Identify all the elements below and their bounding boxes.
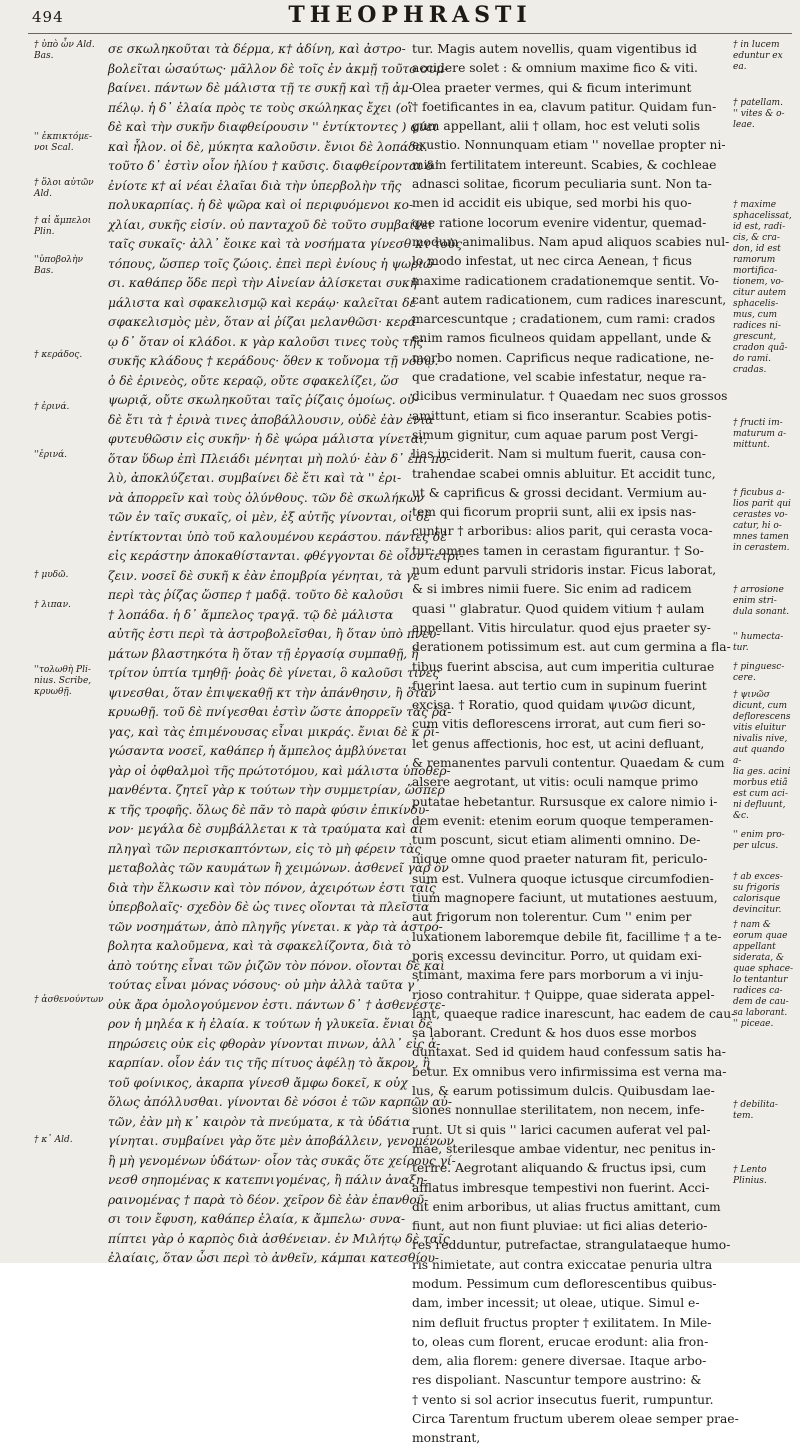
latin-text-line: mae, sterilesque ambae videntur, nec penitus in-: [412, 1141, 716, 1156]
latin-text-line: terire. Aegrotant aliquando & fructus ipsi, cum: [412, 1161, 707, 1176]
greek-text-line: τοῦτο δ᾿ ἐστὶν οἷον ἡλίου † καῦσις. διαφθείρονται δ᾿: [108, 159, 440, 173]
greek-text-line: ρον ἡ μηλέα κ ἡ ἐλαία. κ τούτων ἡ γλυκεῖα. ἔνιαι δὲ: [108, 1017, 433, 1031]
greek-text-line: διὰ τὴν ἕλκωσιν καὶ τὸν πόνον, ἀχειρότων ἐστι ταῖς: [108, 880, 436, 895]
latin-text-line: tium magnopere faciunt, ut mutationes aestuum,: [412, 891, 718, 906]
left-margin-note: '' ἐκπικτόμε- νοι Scal.: [34, 132, 93, 153]
right-margin-notes: [733, 40, 795, 1240]
greek-text-line: ζειν. νοσεῖ δὲ συκῆ κ ἐὰν ἐπομβρία γένηται, τὰ γε: [108, 568, 420, 583]
latin-text-column: [412, 40, 739, 1446]
latin-text-line: lant, quaeque radice inarescunt, hac eadem de cau-: [412, 1006, 736, 1021]
latin-text-line: derationem potissimum est. aut cum germina a fla-: [412, 640, 731, 655]
latin-text-line: exustio. Nonnunquam etiam '' novellae propter ni-: [412, 138, 726, 153]
right-margin-note: † Lento Plinius.: [733, 1165, 767, 1186]
greek-text-line: καὶ ἧλον. οἱ δὲ, μύκητα καλοῦσιν. ἔνιοι δὲ λοπάδα.: [108, 139, 428, 154]
greek-text-line: πηρώσεις οὐκ εἰς φθορὰν γίνονται πινων, ἀλλ᾿ εἰς ἀ-: [108, 1036, 441, 1051]
latin-text-line: ris nimietate, aut contra exiccatae penuria ultra: [412, 1257, 713, 1272]
greek-text-line: σφακελισμὸς μὲν, ὅταν αἱ ῥίζαι μελανθῶσι· κερά-: [108, 315, 420, 329]
latin-text-line: cum vitis deflorescens irrorat, aut cum fieri so-: [412, 717, 706, 732]
latin-text-line: betur. Ex omnibus vero infirmissima est verna ma-: [412, 1064, 727, 1079]
greek-text-line: χλίαι, συκῆς εἰσίν. οὐ πανταχοῦ δὲ τοῦτο συμβαίνει: [108, 217, 433, 232]
greek-text-line: τῶν ἐν ταῖς συκαῖς, οἱ μὲν, ἐξ αὐτῆς γίνονται, οἱ δὲ: [108, 510, 431, 524]
greek-text-line: ἐνίοτε κ† αἱ νέαι ἐλαῖαι διὰ τὴν ὑπερβολὴν τῆς: [108, 178, 402, 193]
latin-text-line: † foetificantes in ea, clavum patitur. Quidam fun-: [412, 99, 717, 114]
latin-text-line: sa laborant. Credunt & hos duos esse morbos: [412, 1026, 697, 1041]
greek-text-line: ραινομένας † παρὰ τὸ δέον. χεῖρον δὲ ἐὰν ἐπανθοῦ-: [108, 1192, 429, 1207]
greek-text-line: περὶ τὰς ῥίζας ὥσπερ † μαδᾷ. τοῦτο δὲ καλοῦσι: [108, 588, 404, 602]
greek-text-line: τῶν, ἐὰν μὴ κ᾿ καιρὸν τὰ πνεύματα, κ τὰ ὑδάτια: [108, 1114, 411, 1129]
right-margin-note: † maxime sphacelissat, id est, radi- cis, & cra- don, id est ramorum mortifica- tionem, vo- citur autem sphacelis- mus, cum radices ni- grescunt, cradon quã- do rami. cradas.: [733, 200, 792, 375]
latin-text-line: aut frigorum non tolerentur. Cum '' enim per: [412, 910, 692, 925]
latin-text-line: cant autem radicationem, cum radices inarescunt,: [412, 292, 727, 307]
greek-text-line: οὐκ ἄρα ὁμολογούμενον ἐστι. πάντων δ᾿ † ἀσθενέστε-: [108, 997, 446, 1012]
latin-text-line: ut & caprificus & grossi decidant. Vermium au-: [412, 485, 707, 500]
greek-text-line: νὰ ἀπορρεῖν καὶ τοὺς ὀλύνθους. τῶν δὲ σκωλήκων: [108, 490, 424, 505]
latin-text-line: tem qui ficorum proprii sunt, alii ex ipsis nas-: [412, 505, 697, 520]
latin-text-line: dicibus verminulatur. † Quaedam nec suos grossos: [412, 389, 728, 404]
right-margin-note: '' humecta- tur.: [733, 632, 784, 653]
latin-text-line: dam, imber incessit; ut oleae, utique. Simul e-: [412, 1296, 700, 1311]
latin-text-line: modum. Pessimum cum deflorescentibus quibus-: [412, 1277, 717, 1291]
left-margin-note: † ἀσθενούντων: [34, 995, 104, 1005]
left-margin-note: † ὅλοι αὐτῶν Ald.: [34, 178, 94, 199]
greek-text-line: πίπτει γὰρ ὁ καρπὸς διὰ ἀσθένειαν. ἐν Μιλήτῳ δὲ ταῖς: [108, 1231, 450, 1246]
greek-text-line: σι. καθάπερ ὅδε περὶ τὴν Αἰνείαν ἁλίσκεται συκῆ: [108, 276, 418, 290]
latin-text-line: modum animalibus. Nam apud aliquos scabies nul-: [412, 234, 730, 249]
right-margin-note: † pinguesc- cere.: [733, 662, 785, 683]
greek-text-line: ὑπερβολαῖς· σχεδὸν δὲ ὡς τινες οἴονται τὰ πλεῖστα: [108, 900, 430, 914]
greek-text-line: ἀπὸ τούτης εἶναι τῶν ῥιζῶν τὸν πόνον. οἴονται δὲ καὶ: [108, 958, 445, 973]
latin-text-line: † vento si sol acrior insecutus fuerit, rumpuntur.: [412, 1392, 714, 1407]
greek-text-line: τόπους, ὥσπερ τοῖς ζώοις. ἐπεὶ περὶ ἐνίους ἡ ψωριῶ-: [108, 256, 438, 271]
latin-text-line: to, oleas cum florent, erucae erodunt: alia fron-: [412, 1334, 709, 1349]
greek-text-line: νον· μεγάλα δὲ συμβάλλεται κ τὰ τραύματα καὶ αἱ: [108, 822, 424, 836]
running-title: THEOPHRASTI: [288, 2, 532, 28]
latin-text-line: dit enim arboribus, ut alias fructus amittant, cum: [412, 1199, 721, 1214]
latin-text-line: siones nonnullae sterilitatem, non necem, infe-: [412, 1103, 705, 1118]
left-margin-note: † αἱ ἄμπελοι Plin.: [34, 216, 92, 237]
latin-text-line: Olea praeter vermes, qui & ficum interimunt: [412, 80, 692, 95]
latin-text-line: appellant. Vitis hirculatur. quod ejus praeter sy-: [412, 620, 711, 635]
greek-text-line: γίνηται. συμβαίνει γὰρ ὅτε μὲν ἀποβάλλειν, γενομένων: [108, 1134, 454, 1148]
latin-text-line: tur: omnes tamen in cerastam figurantur. † So-: [412, 543, 704, 558]
latin-text-line: excisa. † Roratio, quod quidam ψινῶσ dicunt,: [412, 698, 696, 713]
latin-text-line: tum poscunt, sicut etiam alimenti omnino. De-: [412, 833, 701, 848]
latin-text-line: morbo nomen. Caprificus neque radicatione, ne-: [412, 350, 714, 365]
greek-text-line: βολητα καλοῦμενα, καὶ τὰ σφακελίζοντα, διὰ τὸ: [108, 939, 412, 953]
latin-text-line: fiunt, aut non fiunt pluviae: ut fici alias deterio-: [412, 1219, 708, 1234]
page-header: [30, 2, 790, 32]
greek-text-line: ὅταν ὕδωρ ἐπὶ Πλειάδι μένηται μὴ πολύ· ἐὰν δ᾿ ἐπι πο-: [108, 451, 451, 466]
greek-text-line: νεσθ σηπομένας κ κατεπνιγομένας, ἢ πάλιν ἀναξη-: [108, 1173, 428, 1187]
greek-text-line: ῳ δ᾿ ὅταν οἱ κλάδοι. κ γὰρ καλοῦσι τινες τοὺς τῆς: [108, 334, 424, 349]
latin-text-line: tur. Magis autem novellis, quam vigentibus id: [412, 42, 697, 56]
right-margin-note: † ab exces- su frigoris calorisque devincitur.: [733, 872, 783, 915]
latin-text-line: & remanentes parvuli contentur. Quaedam & cum: [412, 755, 725, 770]
latin-text-line: poris excessu devincitur. Porro, ut quidam exi-: [412, 948, 702, 963]
left-margin-note: † ἑρινά.: [34, 402, 70, 412]
greek-text-line: ψωριᾷ, οὔτε σκωληκοῦται ταῖς ῥίζαις ὁμοίως. οὐ-: [108, 393, 419, 407]
greek-text-line: εἰς κεράστην ἀποκαθίστανται. φθέγγονται δὲ οἷον τετρί-: [108, 549, 464, 563]
latin-text-line: enim ramos ficulneos quidam appellant, unde &: [412, 331, 712, 346]
latin-text-line: nique omne quod praeter naturam fit, periculo-: [412, 852, 708, 867]
latin-text-line: let genus affectionis, hoc est, ut acini defluant,: [412, 736, 705, 751]
greek-text-line: δὲ καὶ τὴν συκῆν διαφθείρουσιν '' ἐντίκτοντες ) φύει: [108, 120, 438, 134]
latin-text-line: res dispoliant. Nascuntur tempore austrino: &: [412, 1373, 702, 1388]
greek-text-line: τρίτον ὑπτία τμηθῇ· ῥοὰς δὲ γίνεται, ὃ καλοῦσι τινες: [108, 666, 440, 680]
greek-text-line: βολεῖται ὡσαύτως· μᾶλλον δὲ τοῖς ἐν ἀκμῇ τοῦτο συμ-: [108, 61, 449, 76]
latin-text-line: afflatus imbresque tempestivi non fuerint. Acci-: [412, 1180, 710, 1195]
left-margin-note: † μυδῶ.: [34, 570, 69, 580]
greek-text-line: τούτας εἶναι μόνας νόσους· οὐ μὴν ἀλλὰ ταῦτα γ᾿: [108, 978, 421, 992]
greek-text-line: σε σκωληκοῦται τὰ δέρμα, κ† ἀδίνη, καὶ ἀστρο-: [108, 42, 406, 56]
latin-text-line: que ratione locorum evenire videntur, quemad-: [412, 215, 707, 230]
greek-text-line: γας, καὶ τὰς ἐπιμένουσας εἶναι μικράς. ἔνιαι δὲ κ ῥι-: [108, 724, 440, 739]
right-margin-note: † nam & eorum quae appellant siderata, & quae sphace- lo tentantur radices ca- dem de cau- sa laborant. '' piceae.: [733, 920, 794, 1029]
latin-text-line: fuerint laesa. aut tertio cum in supinum fuerint: [412, 678, 707, 693]
greek-text-line: κρυωθῇ. τοῦ δὲ πνίγεσθαι ἐστὶν ὥστε ἀπορρεῖν τὰς ῥα-: [108, 705, 452, 719]
latin-text-line: res redduntur, putrefactae, strangulataeque humo-: [412, 1238, 731, 1253]
greek-text-line: μάλιστα καὶ σφακελισμῷ καὶ κεράῳ· καλεῖται δὲ: [108, 295, 417, 310]
left-margin-note: † κ᾿ Ald.: [34, 1135, 73, 1145]
greek-text-line: † λοπάδα. ἡ δ᾿ ἄμπελος τραγᾷ. τῷ δὲ μάλιστα: [108, 607, 394, 622]
left-margin-note: † κεράδος.: [34, 350, 83, 360]
latin-text-line: que cradatione, vel scabie infestatur, neque ra-: [412, 370, 707, 385]
right-margin-note: † fructi im- maturum a- mittunt.: [733, 418, 787, 450]
right-margin-note: † debilita- tem.: [733, 1100, 778, 1121]
greek-text-line: μανθέντα. ζητεῖ γὰρ κ τούτων τὴν συμμετρίαν, ὥσπερ: [108, 783, 445, 797]
greek-text-line: σι τοιν ἔφυση, καθάπερ ἐλαία, κ ἄμπελω· συνα-: [108, 1212, 406, 1226]
greek-text-line: πληγαὶ τῶν περισκαπτόντων, εἰς τὸ μὴ φέρειν τὰς: [108, 841, 422, 856]
latin-text-line: nim defluit fructus propter † exilitatem. In Mile-: [412, 1315, 712, 1330]
greek-text-line: πέλῳ. ἡ δ᾿ ἐλαία πρὸς τε τοὺς σκώληκας ἔχει (οἳ: [108, 100, 413, 115]
greek-text-line: ὅλως ἀπόλλυσθαι. γίνονται δὲ νόσοι ἐ τῶν καρπῶν αὐ-: [108, 1095, 452, 1109]
greek-text-line: ἢ μὴ γενομένων ὑδάτων· οἷον τὰς συκᾶς ὅτε χείρους γί-: [108, 1153, 456, 1168]
latin-text-line: runt. Ut si quis '' larici cacumen auferat vel pal-: [412, 1122, 711, 1137]
right-margin-note: † ficubus a- lios parit qui cerastes vo- catur, hi o- mnes tamen in cerastem.: [733, 488, 791, 553]
latin-text-line: lias inciderit. Nam si multum fuerit, causa con-: [412, 447, 706, 462]
latin-text-line: gum appellant, alii † ollam, hoc est veluti solis: [412, 119, 701, 134]
left-margin-note: ''ἐρινά.: [34, 450, 68, 460]
greek-text-line: ταῖς συκαῖς· ἀλλ᾿ ἔοικε καὶ τὰ νοσήματα γίνεσθ κτ τοὺς: [108, 237, 463, 251]
latin-text-line: accidere solet : & omnium maxime fico & viti.: [412, 61, 698, 76]
latin-text-line: lo modo infestat, ut nec circa Aenean, † ficus: [412, 254, 692, 269]
latin-text-line: sum est. Vulnera quoque ictusque circumfodien-: [412, 871, 714, 886]
left-margin-note: ''ὑποβολὴν Bas.: [34, 255, 83, 276]
right-margin-note: † arrosione enim stri- dula sonant.: [733, 585, 790, 617]
latin-text-line: trahendae scabei omnis abluitur. Et accidit tunc,: [412, 466, 716, 481]
right-margin-note: † patellam. '' vites & o- leae.: [733, 98, 785, 130]
greek-text-line: ἐλαίαις, ὅταν ὦσι περὶ τὸ ἀνθεῖν, κάμπαι κατεσθίου-: [108, 1251, 439, 1265]
latin-text-line: rioso contrahitur. † Quippe, quae siderata appel-: [412, 987, 715, 1002]
greek-text-line: φυτευθῶσιν εἰς συκῆν· ἡ δὲ ψώρα μάλιστα γίνεται,: [108, 432, 428, 446]
greek-text-line: ὁ δὲ ἐρινεὸς, οὔτε κεραῷ, οὔτε σφακελίζει, ὥσ: [108, 373, 399, 388]
greek-text-line: καρπίαν. οἷον ἐάν τις τῆς πίτυος ἀφέλῃ τὸ ἄκρον, ἢ: [108, 1056, 430, 1070]
greek-text-line: κ τῆς τροφῆς. ὅλως δὲ πᾶν τὸ παρὰ φύσιν ἐπικίνδυ-: [108, 802, 430, 817]
latin-text-line: quasi '' glabratur. Quod quidem vitium † aulam: [412, 601, 705, 616]
latin-text-line: monstrant,: [412, 1431, 481, 1446]
latin-text-line: men id accidit eis ubique, sed morbi his quo-: [412, 196, 692, 211]
latin-text-line: alsere aegrotant, ut vitis: oculi namque primo: [412, 775, 699, 790]
latin-text-line: lus, & earum potissimum dulcis. Quibusdam lae-: [412, 1084, 715, 1099]
header-rule: [28, 33, 792, 34]
greek-text-line: δὲ ἔτι τὰ † ἐρινὰ τινες ἀποβάλλουσιν, οὐδὲ ἐὰν ἐνια: [108, 412, 434, 427]
greek-text-line: μάτων βλαστηκότα ἢ ὅταν τῇ ἐργασίᾳ συμπαθῇ, ἢ: [108, 646, 419, 661]
left-margin-notes: [34, 40, 104, 1240]
greek-text-line: ψινεσθαι, ὅταν ἐπιψεκαθῇ κτ τὴν ἀπάνθησιν, ἢ ὅταν: [108, 685, 437, 700]
greek-text-line: ἐντίκτονται ὑπὸ τοῦ καλουμένου κεράστου. πάντες δὲ: [108, 529, 447, 544]
latin-text-line: simum gignitur, cum aquae parum post Vergi-: [412, 427, 699, 442]
latin-text-line: dem evenit: etenim eorum quoque temperamen-: [412, 813, 714, 828]
latin-text-line: adnasci solitae, ficorum peculiaria sunt. Non ta-: [412, 177, 712, 192]
latin-text-line: marcescuntque ; cradationem, cum rami: crados: [412, 312, 716, 327]
page-number: 494: [32, 8, 64, 26]
right-margin-note: '' enim pro- per ulcus.: [733, 830, 785, 851]
latin-text-line: maxime radicationem cradationemque sentit. Vo-: [412, 273, 719, 288]
greek-text-line: λὺ, ἀποκλύζεται. συμβαίνει δὲ ἔτι καὶ τὰ '' ἐρι-: [108, 471, 402, 485]
right-margin-note: † in lucem eduntur ex ea.: [733, 40, 783, 72]
latin-text-line: cuntur † arboribus: alios parit, qui cerasta voca-: [412, 524, 713, 539]
greek-text-line: πολυκαρπίας. ἡ δὲ ψῶρα καὶ οἱ περιφυόμενοι κο-: [108, 198, 414, 212]
latin-text-line: dem, alia florem: genere diversae. Itaque arbo-: [412, 1354, 707, 1369]
latin-text-line: Circa Tarentum fructum uberem oleae semper prae-: [412, 1412, 739, 1427]
greek-text-line: συκῆς κλάδους † κεράδους· ὅθεν κ τοὔνομα τῇ νόσῳ.: [108, 354, 439, 368]
greek-text-line: τῶν νοσημάτων, ἀπὸ πληγῆς γίνεται. κ γὰρ τὰ ἀστρό-: [108, 919, 443, 934]
left-margin-note: † λιπαν.: [34, 600, 71, 610]
latin-text-line: duntaxat. Sed id quidem haud confessum satis ha-: [412, 1045, 726, 1060]
greek-text-line: γώσαντα νοσεῖ, καθάπερ ἡ ἄμπελος ἀμβλύνεται: [108, 744, 408, 758]
greek-text-line: τοῦ φοίνικος, ἀκαρπα γίνεσθ ἄμφω δοκεῖ, κ οὐχ: [108, 1075, 408, 1090]
latin-text-line: miam fertilitatem intereunt. Scabies, & cochleae: [412, 157, 717, 172]
greek-text-line: αὐτῆς ἐστι περὶ τὰ ἀστροβολεῖσθαι, ἢ ὅταν ὑπὸ πνευ-: [108, 627, 441, 641]
right-margin-note: † ψινῶσ dicunt, cum deflorescens vitis eluitur nivalis nive, aut quando a- lia ges. acini morbus etiã est cum aci- ni defluunt, &c.: [733, 690, 791, 821]
latin-text-line: stimant, maxima fere pars morborum a vi inju-: [412, 968, 704, 983]
greek-text-line: γὰρ οἱ ὀφθαλμοὶ τῆς πρώτοτόμου, καὶ μάλιστα ὑποθερ-: [108, 763, 451, 778]
latin-text-line: amittunt, etiam si fico inserantur. Scabies potis-: [412, 408, 712, 423]
latin-text-line: luxationem laboremque debile fit, facillime † a te-: [412, 929, 722, 944]
latin-text-line: putatae hebetantur. Rursusque ex calore nimio i-: [412, 794, 718, 809]
latin-text-line: num edunt parvuli stridoris instar. Ficus laborat,: [412, 563, 717, 578]
left-margin-note: ''τολωθὴ Pli- nius. Scribe, κρυωθῇ.: [34, 665, 92, 697]
latin-text-line: tibus fuerint abscisa, aut cum imperitia culturae: [412, 659, 715, 674]
greek-text-line: βαίνει. πάντων δὲ μάλιστα τῇ τε συκῇ καὶ τῇ ἀμ-: [108, 81, 413, 95]
greek-text-line: μεταβολὰς τῶν καυμάτων ἢ χειμώνων. ἀσθενεῖ γὰρ ὃν: [108, 861, 449, 875]
left-margin-note: † ὑπὸ ὧν Ald. Bas.: [34, 40, 95, 61]
latin-text-line: & si imbres nimii fuere. Sic enim ad radicem: [412, 582, 692, 597]
greek-text-column: [108, 40, 464, 1265]
